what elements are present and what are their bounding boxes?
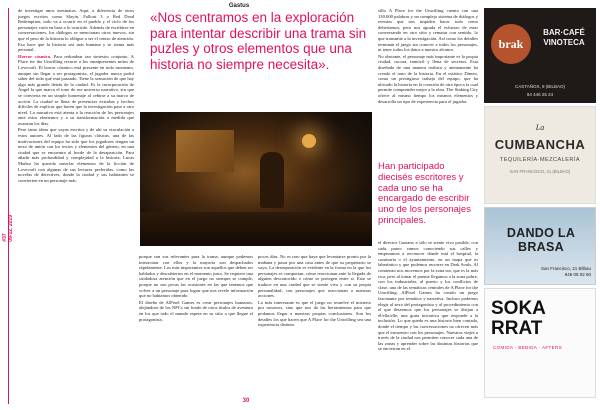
soka-title-line: SOKA [491, 298, 546, 319]
paragraph: Pese tanto ideas que vayas escritos y de ahí su vinculación a estos autores. Al lado de las figuras clásicas, una de las motivaciones del equipo ha sido que los jugadores tengan un nexo de unión con los textos y elementos del género, en una ciudad que se encuentra al borde de la desaparición. Para añadir más profundidad y complejidad a la historia, Lucas Muñoz ha querido mezclar elementos de la ficción de Lovecraft con algunas de sus lecturas preferidas, como las novelas de detectives, donde la ciudad y sus habitantes se convierten en un personaje más. [18, 127, 134, 183]
ads-column [484, 8, 600, 401]
side-meta [2, 185, 16, 242]
issue-date: 09-12, 2019 [8, 215, 14, 242]
image-lamp-shape [302, 134, 316, 148]
brak-logo: brak [491, 24, 531, 64]
ad-soka-rrat[interactable] [484, 288, 596, 398]
image-floor-shape [140, 212, 372, 246]
paragraph: pocos días. No es raro que haya que levantarse pronto por la mañana y pasar por una casa antes de que su propietario se vaya. La desesperación es evidente en la forma en la que los personajes se comportan, cómo reaccionan ante la llegada de alguien desconocido o cómo se protegen entre sí. Esto se traduce en una ciudad que se siente viva y con su propia personalidad, con personajes que reaccionan a nuestras acciones. [258, 254, 371, 299]
brak-sign-line: BAR·CAFÉ [543, 28, 585, 37]
section-header: Gastus [228, 3, 250, 9]
article-column-3 [258, 254, 371, 398]
article-column-4 [378, 8, 478, 148]
ad-brak[interactable] [484, 8, 596, 103]
soka-title [491, 299, 591, 339]
article-column-1 [18, 8, 134, 398]
paragraph: de investigar unos asesinatos. Aquí, a diferencia de otros juegos escritos como Slayin, Fallout 3 o Red Dead Redemption, todo va a ocurrir en el pueblo y el ciclo de los personajes varía en base a lo ocurrido. Además de escribirse en conversaciones, los diálogos se mencionan otros nuevos, sin que el peso de la historia lo obligue a ser el centro de atención. Eso hace que la historia sea más humana y se sienta más personal. [18, 8, 134, 53]
article-column-2 [139, 254, 253, 396]
image-window-shape [176, 130, 234, 172]
dando-title: DANDO LA BRASA [506, 226, 576, 254]
brak-phone: 94 446 25 24 [526, 92, 554, 97]
issue-code: #37 [2, 233, 8, 242]
brak-sign-line: VINOTECA [543, 38, 585, 47]
image-figure-shape [260, 152, 284, 208]
article-column-5 [378, 240, 478, 398]
ad-dando-la-brasa[interactable] [484, 207, 596, 285]
brak-sign [536, 28, 592, 48]
cumbancha-pre: La [535, 123, 545, 132]
page-number: 30 [242, 398, 250, 404]
paragraph: Lo más interesante es que el juego no resuelve el misterio por nosotros, sino que nos da las herramientas para que podamos llegar a nuestras propias conclusiones. Son los detalles los que hacen que A Place for the Unwilling sea una experiencia distinta. [258, 299, 371, 328]
subheading: Horror cósmico. [18, 53, 52, 59]
cumbancha-address: SAN FRANCISCO, 21 (BILBAO) [509, 169, 571, 174]
game-screenshot-image [140, 112, 372, 246]
dando-address-line: San Francisco, 21 Bilbao [540, 266, 591, 271]
soka-title-line: RRAT [491, 318, 543, 339]
dando-address [487, 266, 595, 277]
paragraph-text: Para redondear tan siniestro conjunto, A Place for the Unwilling recurre a los omnipresentes mitos de Lovecraft. El horror cósmico está presente en todo momento, aunque sin llegar a ser protagonista, el jugador nunca podrá saber del todo qué está pasando. Tiene la sensación de que hay algo más grande detrás de la ciudad. Es la incorporación de Ángel la que marca el tono de ese universo narrativo, sin que se convierta en un simple homenaje al ceñirse a su marco de acción. La ciudad se llena de presencias extrañas y hechos difíciles de explicar que hacen que la investigación pase a otro nivel. La narrativa está atenta a la reacción de los personajes ante estos elementos y a su transformación a medida que avanzan los días. [18, 53, 134, 126]
brak-address: CASTAÑOS, 9 (BILBAO) [515, 84, 565, 89]
paragraph: sillo A Place for the Unwilling cuenta con una 130.000 palabras y un complejo sistema de diálogos y eventos que nos impiden hacer todo como deberíamos, pero nos agrada el esfuerzo de estar conversando en otro sitio y rematar con sentido, lo que transmite a la investigación. Así como los detalles terminan el juego sin conocer a todos los personajes, ni tener todos los datos a nuestro alcance. [378, 8, 478, 53]
soka-subtitle: COMIDA · BEBIDA · AFTERS [493, 345, 563, 350]
paragraph: el director Gaziano a sólo se siente vivo posible, con cada paseo vamos conociendo sus calles y empezamos a reconocer dónde está el hospital, la comisaría o el ayuntamiento, en un mapa que es laberíntico y que podemos recorrer en Dark Souls. Al comienzo nos movemos por la zona sur, que es la más rica, pero al tomar el puente llegamos a la zona pobre, con los industriales, al puerto y los conflictos de clase, una de las temáticas centrales de A Place for the Unwilling. AlPixel Games ha creado un juego fascinante por temática y narrativa. Incluso podemos elegir al sexo del protagonista y al procedimiento con el que deseemos que los personajes se dirijan a él/ella/elle, una grata iniciativa que responde a la inclusión. Lo que queda es una historia bien contada, donde el tiempo y las conversaciones no ofrecen más que el encuentro con los personajes. Nuestros viajes a través de la ciudad nos permiten conocer cada una de las zonas y aprender sobre las distintas historias que se encierran en el. [378, 240, 478, 352]
pull-quote-main: «Nos centramos en la exploración para intentar describir una trama sin puzles y otros elementos que una historia no siempre necesita». [150, 10, 367, 72]
dando-phone: 946 08 02 60 [564, 271, 591, 277]
paragraph: No obstante, el personaje más importante es la propia ciudad, oscura, inmóvil y llena de secretos. Esta diseñada de una manera realista y atentamente ha creado el tono de la historia. En el estático Dimeo, como un prestigioso trabajo del equipo, que ha ubicado la historia en la creación de otra época la cual permite comprender mejor a la obra. The Sinking City ofrece al mismo tiempo los mismos elementos y desarrolla un tipo de experiencia para el jugador. [378, 53, 478, 104]
paragraph: porque son sus relevantes para la trama, aunque podemos interactuar con ellos y la mayoría son despachados rápidamente. Los más importantes son aquellos que deben ser hablados y descubiertos en el momento justo. Se requiere una cuidadosa atención que en el juego no siempre se cumple, porque no son pocas las ocasiones en las que tenemos que volver a un personaje para lograr que nos revele información que no habíamos obtenido. [139, 254, 253, 299]
cumbancha-subtitle: TEQUILERÍA·MEZCALERÍA [499, 157, 581, 163]
ad-cumbancha[interactable] [484, 106, 596, 204]
pull-quote-secondary: Han participado diecisés escritores y cada uno se ha encargado de escribir uno de los personajes principales. [378, 161, 471, 226]
cumbancha-title: CUMBANCHA [494, 137, 586, 152]
paragraph: El diseño de AlPixel Games es crear personajes humanos, alejándose de los NPCs sin fondo de otros títulos de aventura en los que todo el mundo espera en su sitio a que llegue el protagonista. [139, 299, 253, 322]
paragraph [18, 54, 134, 127]
